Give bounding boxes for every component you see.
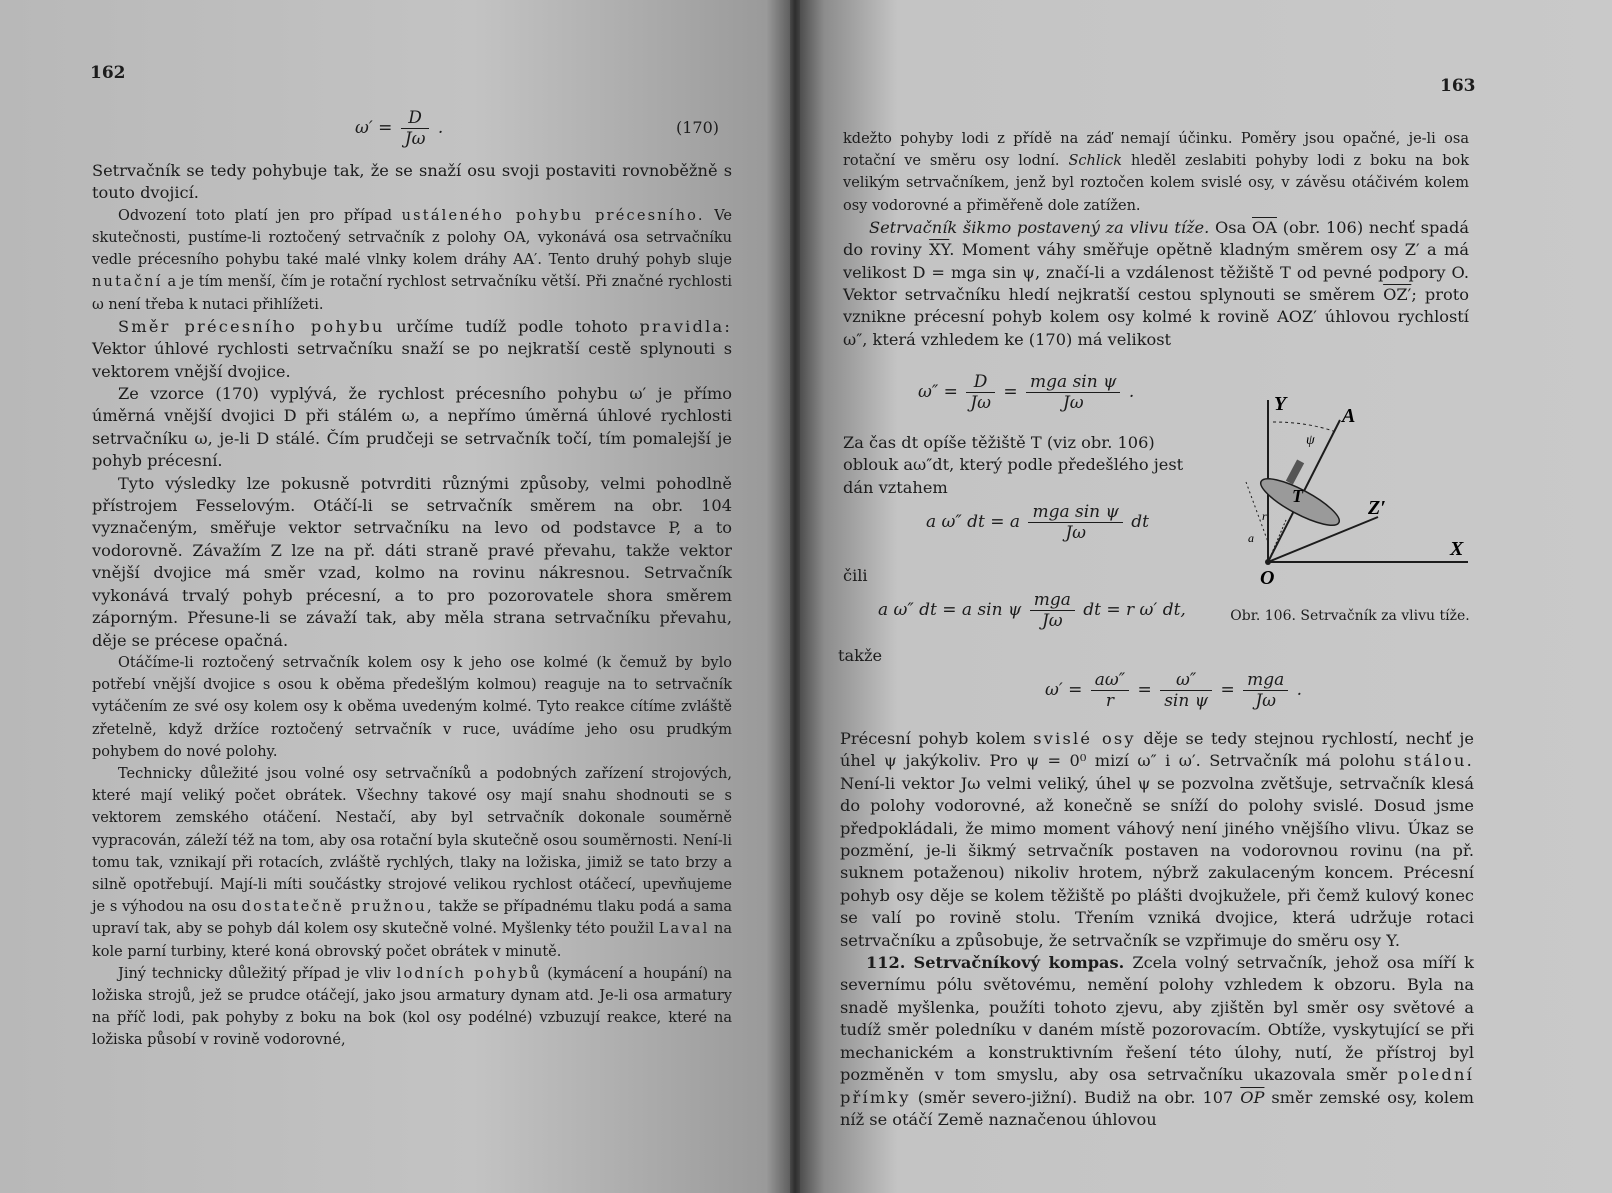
numerator: mga xyxy=(1030,590,1075,611)
spaced-text: ustáleného pohybu précesního. xyxy=(401,207,705,224)
numerator: mga xyxy=(1243,670,1288,691)
spaced-text: nutační xyxy=(92,274,163,291)
figure-caption: Obr. 106. Setrvačník za vlivu tíže. xyxy=(1230,608,1470,624)
numerator: aω″ xyxy=(1091,670,1129,691)
denominator: Jω xyxy=(404,129,426,149)
equation-lhs: ω′ = xyxy=(1045,680,1083,700)
text-run: Précesní pohyb kolem xyxy=(840,729,1026,748)
denominator: Jω xyxy=(1041,611,1063,631)
equals-sign: = xyxy=(1137,680,1152,700)
paragraph xyxy=(92,963,732,1052)
right-body-top xyxy=(843,128,1469,351)
fraction xyxy=(1091,670,1129,711)
paragraph xyxy=(92,316,732,383)
numerator: ω″ xyxy=(1160,670,1212,691)
fraction xyxy=(401,108,430,149)
right-body-bottom xyxy=(840,728,1474,1131)
label-small-a: a xyxy=(1248,531,1254,545)
page-number: 163 xyxy=(1440,76,1476,96)
paragraph: Ze vzorce (170) vyplývá, že rychlost précesního pohybu ω′ je přímo úměrná vnější dvojici D při stálém ω, a nepřímo úměrná úhlové rychlosti setrvačníku ω, je-li D stálé. Čím prudčeji se setrvačník točí, tím pomalejší je pohyb précesní. xyxy=(92,384,732,471)
denominator: r xyxy=(1105,691,1115,711)
label-x: X xyxy=(1450,538,1464,560)
label-psi: ψ xyxy=(1306,433,1315,448)
text-run: . Moment váhy směřuje opětně kladným směrem osy Z′ a má velikost D = mga sin ψ, značí-li a vzdálenost těžiště T od pevné podpory O. Vektor setrvačníku hledí nejkratší cestou splynouti se směrem xyxy=(843,240,1469,305)
equation-lhs: ω″ = xyxy=(918,382,958,402)
text-run: Odvození toto platí jen pro případ xyxy=(118,207,392,224)
paragraph: Tyto výsledky lze pokusně potvrditi různými způsoby, velmi pohodlně přístrojem Fesselovým. Otáčí-li se setrvačník směrem na obr. 104 vyznačeným, směřuje vektor setrvačníku na levo od podstavce P, a to vodorovně. Závažím Z lze na př. dáti straně pravé převahu, takže vektor vnější dvojice má směr vzad, kolmo na rovinu nákresnou. Setrvačník vykonává trvalý pohyb précesní, a to pro pozorovatele shora směrem záporným. Přesune-li se závaží tak, aby měla strana setrvačníku převahu, děje se précese opačná. xyxy=(92,473,732,650)
equation-arc-2 xyxy=(878,590,1186,631)
equation-tail: . xyxy=(1128,382,1135,402)
text-run: Vektor úhlové rychlosti setrvačníku snaží se po nejkratší cestě splynouti s vektorem vnější dvojice. xyxy=(92,339,732,381)
numerator: D xyxy=(966,372,995,393)
equation-lhs: ω′ = xyxy=(355,118,393,138)
equation-tail: . xyxy=(437,118,444,138)
paragraph xyxy=(840,728,1474,952)
equation-arc xyxy=(926,502,1149,543)
spaced-text: Laval xyxy=(658,921,710,938)
paragraph: Otáčíme-li roztočený setrvačník kolem osy k jeho ose kolmé (k čemuž by bylo potřebí vnější dvojice s osou k oběma předešlým kolmou) reaguje na to setrvačník vytáčením ze své osy kolem osy k oběma uvedeným kolmé. Tyto reakce cítíme zvláště zřetelně, když držíce roztočený setrvačník v ruce, uvádíme jeho osu prudkým pohybem do nové polohy. xyxy=(92,654,732,760)
paragraph xyxy=(92,205,732,316)
text-run: směr zemské osy, kolem níž se otáčí Země naznačenou úhlovou xyxy=(840,1087,1475,1129)
spaced-text: polední přímky xyxy=(840,1065,1474,1107)
text-run: Zcela volný setrvačník, jehož osa míří k severnímu pólu světovému, nemění polohy vzhledem k obzoru. Byla na snadě myšlenka, použíti tohoto zjevu, aby zjištěn byl směr osy světové a tudíž směr poledníku v daném místě pozorovacím. Obtíže, vyskytující se při mechanickém a konstruktivním řešení této úlohy, nutí, že přístroj byl pozměněn v tom smyslu, aby osa setrvačníku ukazovala směr xyxy=(840,953,1474,1085)
text-run: a je tím menší, čím je rotační rychlost setrvačníku větší. Při značné rychlosti ω není třeba k nutaci přihlížeti. xyxy=(92,274,733,313)
paragraph xyxy=(92,763,732,963)
equals-sign: = xyxy=(1220,680,1235,700)
spaced-text: svislé osy xyxy=(1033,729,1136,748)
text-run: (obr. 106) nechť spadá do roviny xyxy=(843,217,1469,260)
overlined-text: $\overline{OP}$ xyxy=(1240,1087,1265,1107)
spaced-text: dostatečně pružnou, xyxy=(241,899,434,916)
equation-number: (170) xyxy=(676,118,720,137)
text-run: Technicky důležité jsou volné osy setrvačníků a podobných zařízení strojových, které mají veliký počet obrátek. Všechny takové osy mají snahu shodnouti se s vektorem zemského otáčení. Nestačí, aby byl setrvačník dokonale souměrně vypracován, záleží též na tom, aby osa rotační byla skutečně osou souměrnosti. Není-li tomu tak, vznikají při rotacích, zvláště rychlých, tlaky na ložiska, jimiž se tato brzy a silně opotřebují. Mají-li míti součástky strojové velikou rychlost otáčecí, upevňujeme je s výhodou na osu xyxy=(92,765,732,916)
italic-text: Setrvačník šikmo postavený za vlivu tíže. xyxy=(869,217,1210,237)
text-run: kdežto pohyby lodi z přídě na záď nemají účinku. Poměry jsou opačné, je-li osa rotační ve směru osy lodní. xyxy=(843,131,1469,170)
paragraph xyxy=(843,217,1469,351)
text-run: ; proto vznikne précesní pohyb kolem osy kolmé k rovině AOZ′ úhlovou rychlostí ω″, která vzhledem ke (170) má velikost xyxy=(843,285,1469,349)
label-r: r xyxy=(1262,509,1267,523)
spaced-text: pravidla: xyxy=(639,316,732,336)
denominator: Jω xyxy=(1062,393,1084,413)
spaced-text: stálou. xyxy=(1403,751,1474,771)
paragraph: Setrvačník se tedy pohybuje tak, že se snaží osu svoji postaviti rovnoběžně s touto dvojicí. xyxy=(92,161,732,203)
fraction xyxy=(966,372,995,413)
text-run: hleděl zeslabiti pohyby lodi z boku na bok velikým setrvačníkem, jenž byl roztočen kolem svislé osy, v závěsu otáčivém kolem osy vodorovné a přiměřeně dole zatížen. xyxy=(843,153,1470,214)
text-run: (směr severo-jižní). Budiž na obr. 107 xyxy=(917,1087,1234,1107)
pivot-point xyxy=(1265,559,1271,565)
equation-tail: . xyxy=(1296,680,1303,700)
text-run: děje se tedy stejnou rychlostí, nechť je úhel ψ jakýkoliv. Pro ψ = 0⁰ mizí ω″ i ω′. Setrvačník má polohu xyxy=(840,729,1475,771)
text-run: Není-li vektor Jω velmi veliký, úhel ψ se pozvolna zvětšuje, setrvačník klesá do polohy vodorovné, až konečně se sníží do polohy svislé. Dosud jsme předpokládali, že mimo moment váhový není jiného vnějšího vlivu. Úkaz se pozmění, je-li šikmý setrvačník postaven na vodorovnou rovinu (na př. suknem potaženou) nikoliv hrotem, nýbrž zakulaceným koncem. Précesní pohyb osy děje se kolem těžiště po plášti dvojkužele, při čemž kulový konec se valí po rovině stolu. Třením vzniká dvojice, která udržuje rotaci setrvačníku a způsobuje, že setrvačník se vzpřimuje do směru osy Y. xyxy=(840,773,1474,950)
equation-lhs: a ω″ dt = a xyxy=(926,512,1021,532)
text-run: Jiný technicky důležitý případ je vliv xyxy=(118,965,391,982)
text-run: Osa xyxy=(1215,217,1247,237)
equation-tail: dt xyxy=(1131,512,1149,532)
section-number: 112. xyxy=(866,953,906,973)
paragraph xyxy=(843,128,1469,217)
denominator: Jω xyxy=(970,393,991,413)
left-page xyxy=(0,0,790,1193)
equals-sign: = xyxy=(1003,382,1018,402)
fraction xyxy=(1026,372,1120,413)
spaced-text: Směr précesního pohybu xyxy=(118,316,385,336)
denominator: Jω xyxy=(1065,523,1086,543)
numerator: mga sin ψ xyxy=(1026,372,1120,393)
fraction xyxy=(1028,502,1122,543)
label-a: A xyxy=(1342,405,1356,427)
precession-arc xyxy=(1273,422,1336,432)
overlined-text: $\overline{XY}$ xyxy=(929,240,950,260)
text-run: na kole parní turbiny, které koná obrovský počet obrátek v minutě. xyxy=(92,921,733,960)
italic-text: Schlick xyxy=(1068,153,1123,170)
figure-106 xyxy=(1218,392,1478,602)
right-page xyxy=(800,0,1612,1193)
word-cili: čili xyxy=(843,566,868,585)
text-run: (kymácení a houpání) na ložiska strojů, jež se prudce otáčejí, jako jsou armatury dynam atd. Je-li osa armatury na příč lodi, pak pohyby z boku na bok (kol osy podélné) vzbuzují reakce, které na ložiska působí v rovině vodorovné, xyxy=(92,965,732,1049)
word-takze: takže xyxy=(838,646,883,665)
overlined-text: $\overline{OA}$ xyxy=(1252,217,1277,237)
fraction xyxy=(1243,670,1288,711)
section-title: Setrvačníkový kompas. xyxy=(913,953,1125,973)
label-z: Z′ xyxy=(1368,497,1386,519)
equation-lhs: a ω″ dt = a sin ψ xyxy=(878,600,1022,620)
equation-tail: dt = r ω′ dt, xyxy=(1083,600,1186,620)
fraction xyxy=(1030,590,1075,631)
overlined-text: OZ′ xyxy=(1383,285,1412,305)
paragraph-arc: Za čas dt opíše těžiště T (viz obr. 106) oblouk aω″dt, který podle předešlého jest dán vztahem xyxy=(843,433,1184,497)
flywheel-hub xyxy=(1286,460,1304,485)
numerator: mga sin ψ xyxy=(1028,502,1122,523)
equation-omega-prime xyxy=(1045,670,1302,711)
text-run: takže se případnému tlaku podá a sama upraví tak, aby se pohyb dál kolem osy skutečně volné. Myšlenky této použil xyxy=(92,899,733,938)
numerator: D xyxy=(401,108,430,129)
equation-170 xyxy=(355,108,443,149)
denominator: sin ψ xyxy=(1164,691,1209,711)
spaced-text: lodních pohybů xyxy=(396,965,542,982)
label-t: T xyxy=(1292,486,1303,506)
paragraph xyxy=(840,952,1474,1131)
label-o: O xyxy=(1260,567,1275,589)
denominator: Jω xyxy=(1255,691,1277,711)
left-body-text xyxy=(92,160,732,1052)
fraction xyxy=(1160,670,1212,711)
label-y: Y xyxy=(1274,393,1287,415)
text-run: Ve skutečnosti, pustíme-li roztočený setrvačník z polohy OA, vykonává osa setrvačníku vedle précesního pohybu také malé vlnky kolem dráhy AA′. Tento druhý pohyb sluje xyxy=(92,207,733,269)
page-number: 162 xyxy=(90,63,126,83)
text-run: určíme tudíž podle tohoto xyxy=(396,316,628,336)
equation-precession xyxy=(918,372,1134,413)
